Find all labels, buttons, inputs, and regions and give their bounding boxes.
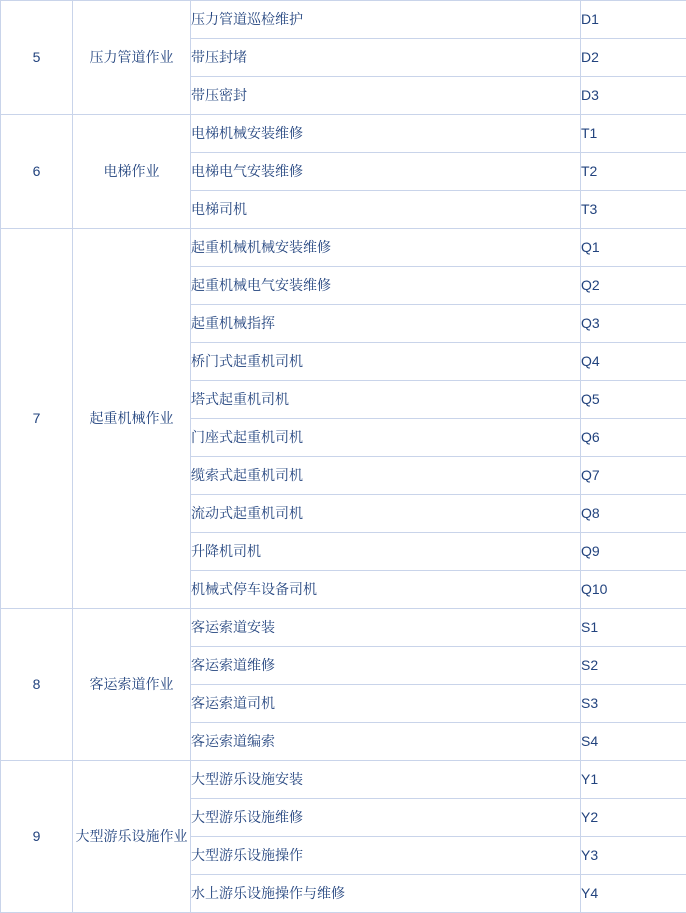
operation-code-cell: Q4 xyxy=(581,343,686,381)
operation-item-cell: 大型游乐设施操作 xyxy=(191,837,581,875)
operation-code-cell: S2 xyxy=(581,647,686,685)
table-row xyxy=(1,1,686,39)
operation-code-cell: Q3 xyxy=(581,305,686,343)
operation-item-cell: 缆索式起重机司机 xyxy=(191,457,581,495)
operation-item-cell: 大型游乐设施安装 xyxy=(191,761,581,799)
table-body xyxy=(1,1,686,913)
table-row xyxy=(1,115,686,153)
operation-code-cell: Q7 xyxy=(581,457,686,495)
category-cell: 大型游乐设施作业 xyxy=(73,761,191,913)
operation-item-cell: 带压密封 xyxy=(191,77,581,115)
table-row xyxy=(1,229,686,267)
operation-code-cell: S3 xyxy=(581,685,686,723)
operation-item-cell: 流动式起重机司机 xyxy=(191,495,581,533)
operation-item-cell: 客运索道司机 xyxy=(191,685,581,723)
row-index-cell: 8 xyxy=(1,609,73,761)
operation-code-cell: T3 xyxy=(581,191,686,229)
operation-code-cell: D1 xyxy=(581,1,686,39)
operation-code-cell: Q8 xyxy=(581,495,686,533)
operation-item-cell: 门座式起重机司机 xyxy=(191,419,581,457)
operation-code-cell: D2 xyxy=(581,39,686,77)
operation-item-cell: 带压封堵 xyxy=(191,39,581,77)
operation-code-cell: Q10 xyxy=(581,571,686,609)
operation-code-cell: Q9 xyxy=(581,533,686,571)
row-index-cell: 9 xyxy=(1,761,73,913)
row-index-cell: 5 xyxy=(1,1,73,115)
operation-item-cell: 升降机司机 xyxy=(191,533,581,571)
operation-item-cell: 客运索道安装 xyxy=(191,609,581,647)
operation-item-cell: 塔式起重机司机 xyxy=(191,381,581,419)
category-cell: 压力管道作业 xyxy=(73,1,191,115)
operation-item-cell: 客运索道维修 xyxy=(191,647,581,685)
operation-item-cell: 电梯司机 xyxy=(191,191,581,229)
operation-code-cell: D3 xyxy=(581,77,686,115)
operation-code-cell: Q6 xyxy=(581,419,686,457)
operation-code-cell: T2 xyxy=(581,153,686,191)
operation-code-cell: T1 xyxy=(581,115,686,153)
operation-item-cell: 电梯电气安装维修 xyxy=(191,153,581,191)
row-index-cell: 6 xyxy=(1,115,73,229)
table-row xyxy=(1,761,686,799)
operation-code-cell: Q1 xyxy=(581,229,686,267)
category-cell: 电梯作业 xyxy=(73,115,191,229)
operation-item-cell: 起重机械电气安装维修 xyxy=(191,267,581,305)
operation-item-cell: 压力管道巡检维护 xyxy=(191,1,581,39)
operation-item-cell: 桥门式起重机司机 xyxy=(191,343,581,381)
category-cell: 客运索道作业 xyxy=(73,609,191,761)
operation-code-cell: Y1 xyxy=(581,761,686,799)
operation-code-cell: Y4 xyxy=(581,875,686,913)
operation-item-cell: 大型游乐设施维修 xyxy=(191,799,581,837)
operation-code-cell: S4 xyxy=(581,723,686,761)
operation-code-cell: S1 xyxy=(581,609,686,647)
operation-code-cell: Q2 xyxy=(581,267,686,305)
operation-code-cell: Y3 xyxy=(581,837,686,875)
table-row xyxy=(1,609,686,647)
operation-item-cell: 机械式停车设备司机 xyxy=(191,571,581,609)
operation-code-cell: Q5 xyxy=(581,381,686,419)
operation-item-cell: 水上游乐设施操作与维修 xyxy=(191,875,581,913)
row-index-cell: 7 xyxy=(1,229,73,609)
operation-item-cell: 起重机械指挥 xyxy=(191,305,581,343)
category-cell: 起重机械作业 xyxy=(73,229,191,609)
operation-item-cell: 起重机械机械安装维修 xyxy=(191,229,581,267)
operation-item-cell: 电梯机械安装维修 xyxy=(191,115,581,153)
operation-code-cell: Y2 xyxy=(581,799,686,837)
operation-item-cell: 客运索道编索 xyxy=(191,723,581,761)
